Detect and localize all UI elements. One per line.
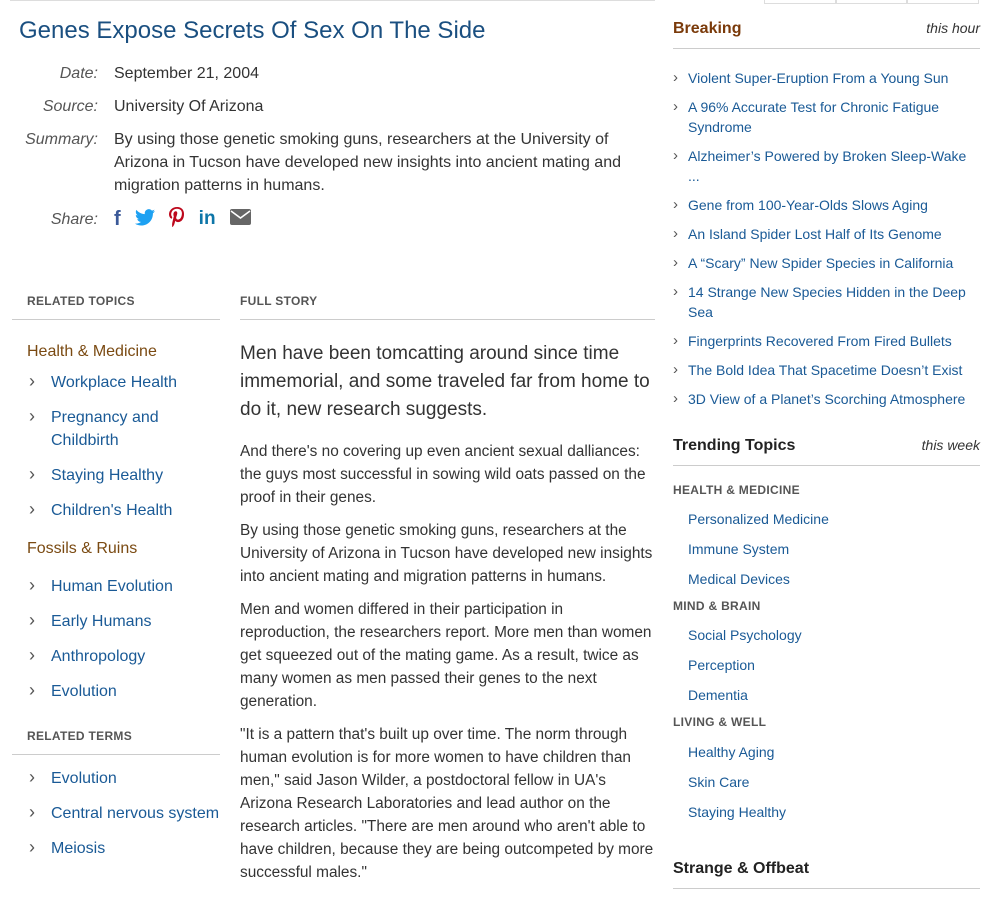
trending-group-health: HEALTH & MEDICINE <box>673 483 800 497</box>
breaking-item[interactable] <box>673 68 980 88</box>
strange-heading: Strange & Offbeat <box>673 860 810 877</box>
list-item[interactable] <box>12 680 220 703</box>
right-sidebar <box>673 20 980 889</box>
article-paragraph: By using those genetic smoking guns, researchers at the University of Arizona in Tucson have developed new insights into ancient mating and migration patterns in humans. <box>240 522 653 585</box>
trending-health-list <box>673 509 980 589</box>
trending-link[interactable]: Skin Care <box>688 774 750 790</box>
scrollbar-area[interactable] <box>990 0 1007 917</box>
breaking-item[interactable] <box>673 253 980 273</box>
breaking-link[interactable]: Fingerprints Recovered From Fired Bullets <box>688 333 952 349</box>
source-label: Source: <box>42 98 98 115</box>
breaking-link[interactable]: 3D View of a Planet’s Scorching Atmosphere <box>688 391 966 407</box>
term-link[interactable]: Evolution <box>51 770 117 787</box>
list-item[interactable] <box>688 569 980 589</box>
trending-mind-list <box>673 625 980 705</box>
topic-link[interactable]: Pregnancy and Childbirth <box>51 409 159 449</box>
facebook-icon[interactable]: f <box>114 208 121 230</box>
list-item[interactable] <box>12 610 220 633</box>
category-fossils-ruins[interactable]: Fossils & Ruins <box>27 540 138 557</box>
trending-link[interactable]: Medical Devices <box>688 571 790 587</box>
trending-group-mind: MIND & BRAIN <box>673 599 761 613</box>
article-paragraph: Men and women differed in their participation in reproduction, the researchers report. More men than women get squeezed out of the mating game. As a result, twice as many women as men passed their genes to the next generation. <box>240 601 652 710</box>
trending-subheading: this week <box>921 437 980 453</box>
breaking-item[interactable] <box>673 331 980 351</box>
breaking-item[interactable] <box>673 146 980 186</box>
fossils-topics-list <box>12 575 220 703</box>
list-item[interactable] <box>688 539 980 559</box>
trending-link[interactable]: Dementia <box>688 687 748 703</box>
health-topics-list <box>12 371 220 522</box>
summary-label: Summary: <box>25 131 98 148</box>
trending-header <box>673 437 980 466</box>
article-paragraph: And there's no covering up even ancient sexual dalliances: the guys most successful in sowing wild oats passed on the proof in their genes. <box>240 443 646 506</box>
breaking-link[interactable]: A “Scary” New Spider Species in California <box>688 255 954 271</box>
breaking-link[interactable]: 14 Strange New Species Hidden in the Deep Sea <box>688 284 966 320</box>
trending-group-living: LIVING & WELL <box>673 715 767 729</box>
breaking-link[interactable]: The Bold Idea That Spacetime Doesn’t Exist <box>688 362 963 378</box>
summary-row <box>0 128 650 197</box>
list-item[interactable] <box>12 837 220 860</box>
source-value: University Of Arizona <box>114 98 264 115</box>
topic-link[interactable]: Children's Health <box>51 502 173 519</box>
share-icons <box>114 207 251 231</box>
breaking-link[interactable]: An Island Spider Lost Half of Its Genome <box>688 226 942 242</box>
trending-living-list <box>673 742 980 822</box>
twitter-icon[interactable] <box>135 209 155 230</box>
top-tab[interactable] <box>907 0 979 4</box>
related-topics-heading: RELATED TOPICS <box>12 294 220 320</box>
article-paragraph: "It is a pattern that's built up over time. The norm through human evolution is for more women to have children than men," said Jason Wilder, a postdoctoral fellow in UA's Arizona Research Laboratories and lead author on the research articles. "There are men around who aren't able to have children, because they are being outcompeted by more successful males." <box>240 726 654 881</box>
trending-link[interactable]: Social Psychology <box>688 627 802 643</box>
list-item[interactable] <box>12 767 220 790</box>
list-item[interactable] <box>688 772 980 792</box>
date-row <box>0 62 650 85</box>
breaking-item[interactable] <box>673 389 980 409</box>
list-item[interactable] <box>12 464 220 487</box>
summary-value: By using those genetic smoking guns, researchers at the University of Arizona in Tucson have developed new insights into ancient mating and migration patterns in humans. <box>114 131 621 194</box>
list-item[interactable] <box>688 625 980 645</box>
trending-link[interactable]: Healthy Aging <box>688 744 775 760</box>
trending-link[interactable]: Staying Healthy <box>688 804 787 820</box>
left-sidebar <box>12 294 220 860</box>
trending-link[interactable]: Immune System <box>688 541 790 557</box>
topic-link[interactable]: Staying Healthy <box>51 467 164 484</box>
list-item[interactable] <box>12 499 220 522</box>
email-icon[interactable] <box>230 209 251 229</box>
topic-link[interactable]: Anthropology <box>51 648 146 665</box>
linkedin-icon[interactable]: in <box>198 208 216 229</box>
list-item[interactable] <box>688 655 980 675</box>
top-tab[interactable] <box>836 0 908 4</box>
trending-link[interactable]: Perception <box>688 657 755 673</box>
list-item[interactable] <box>688 685 980 705</box>
list-item[interactable] <box>12 802 220 825</box>
related-terms-list <box>12 767 220 860</box>
category-health-medicine[interactable]: Health & Medicine <box>27 343 157 360</box>
page-title: Genes Expose Secrets Of Sex On The Side <box>19 17 486 44</box>
date-value: September 21, 2004 <box>114 65 259 82</box>
top-tabs <box>764 0 979 4</box>
source-row <box>0 95 650 118</box>
breaking-link[interactable]: Alzheimer’s Powered by Broken Sleep-Wake ... <box>688 148 967 184</box>
breaking-link[interactable]: A 96% Accurate Test for Chronic Fatigue Syndrome <box>688 99 940 135</box>
article-meta <box>0 62 650 241</box>
topic-link[interactable]: Workplace Health <box>51 374 177 391</box>
article-lead: Men have been tomcatting around since time immemorial, and some traveled far from home to do it, new research suggests. <box>240 343 650 420</box>
list-item[interactable] <box>688 802 980 822</box>
share-label: Share: <box>50 210 98 228</box>
top-tab[interactable] <box>764 0 836 4</box>
topic-link[interactable]: Human Evolution <box>51 578 173 595</box>
list-item[interactable] <box>12 575 220 598</box>
breaking-subheading: this hour <box>926 20 980 36</box>
strange-header <box>673 860 980 889</box>
breaking-header <box>673 20 980 49</box>
list-item[interactable] <box>12 406 220 452</box>
full-story-heading: FULL STORY <box>240 294 655 320</box>
breaking-link[interactable]: Violent Super-Eruption From a Young Sun <box>688 70 949 86</box>
breaking-item[interactable] <box>673 224 980 244</box>
related-terms-heading: RELATED TERMS <box>12 729 220 755</box>
breaking-item[interactable] <box>673 360 980 380</box>
breaking-link[interactable]: Gene from 100-Year-Olds Slows Aging <box>688 197 928 213</box>
pinterest-icon[interactable] <box>169 207 185 231</box>
share-row <box>0 207 650 231</box>
top-divider <box>10 0 655 4</box>
list-item[interactable] <box>688 742 980 762</box>
breaking-item[interactable] <box>673 282 980 322</box>
trending-heading: Trending Topics <box>673 437 796 454</box>
date-label: Date: <box>59 65 98 82</box>
term-link[interactable]: Central nervous system <box>51 805 220 822</box>
topic-link[interactable]: Early Humans <box>51 613 152 630</box>
breaking-item[interactable] <box>673 97 980 137</box>
list-item[interactable] <box>12 645 220 668</box>
topic-link[interactable]: Evolution <box>51 683 117 700</box>
breaking-heading: Breaking <box>673 20 742 37</box>
list-item[interactable] <box>12 371 220 394</box>
full-story <box>240 294 655 894</box>
trending-link[interactable]: Personalized Medicine <box>688 511 829 527</box>
list-item[interactable] <box>688 509 980 529</box>
breaking-list <box>673 68 980 409</box>
term-link[interactable]: Meiosis <box>51 840 106 857</box>
breaking-item[interactable] <box>673 195 980 215</box>
